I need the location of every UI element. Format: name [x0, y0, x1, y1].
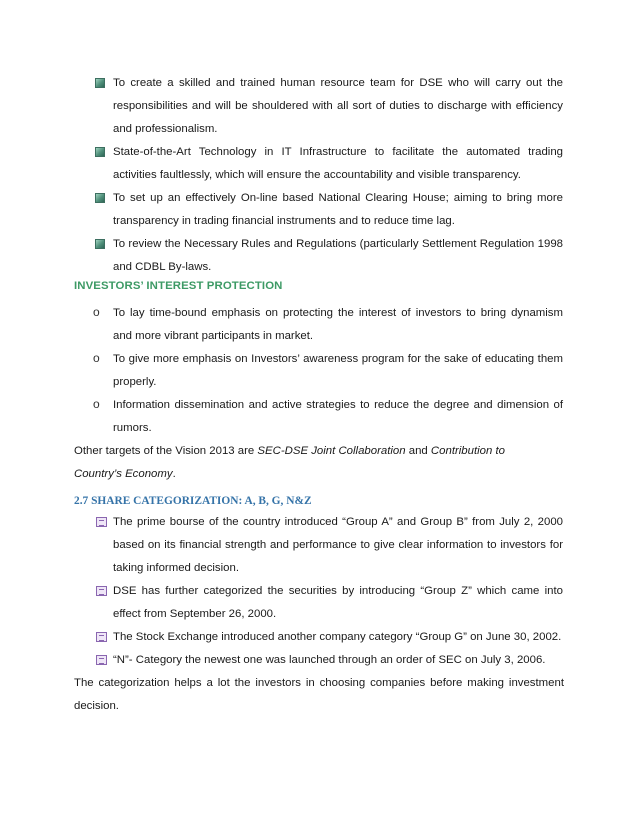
vision-paragraph: [74, 440, 514, 486]
investor-item: To give more emphasis on Investors’ awareness program for the sake of educating them properly.: [113, 353, 563, 388]
purple-list-bullet-icon: [96, 632, 107, 642]
goal-item: To set up an effectively On-line based National Clearing House; aiming to bring more transparency in trading financial instruments and to reduce time lag.: [113, 192, 563, 227]
section-heading-share-categorization: 2.7 SHARE CATEGORIZATION: A, B, G, N&Z: [74, 495, 312, 507]
goal-item: To review the Necessary Rules and Regulations (particularly Settlement Regulation 1998 and CDBL By-laws.: [113, 238, 563, 273]
investor-item: Information dissemination and active strategies to reduce the degree and dimension of rumors.: [113, 399, 563, 434]
purple-list-bullet-icon: [96, 517, 107, 527]
share-item: DSE has further categorized the securities by introducing “Group Z” which came into effect from September 26, 2000.: [113, 585, 563, 620]
investor-item: To lay time-bound emphasis on protecting the interest of investors to bring dynamism and more vibrant participants in market.: [113, 307, 563, 342]
purple-list-bullet-icon: [96, 655, 107, 665]
circle-bullet-icon: o: [93, 305, 100, 319]
vision-italic-contribution: Contribution to Country’s Economy: [74, 445, 506, 480]
vision-italic-collaboration: SEC-DSE Joint Collaboration: [257, 445, 406, 457]
vision-prefix: Other targets of the Vision 2013 are: [74, 445, 258, 457]
closing-paragraph: The categorization helps a lot the investors in choosing companies before making investment decision.: [74, 677, 564, 712]
goal-item: To create a skilled and trained human resource team for DSE who will carry out the responsibilities and will be shouldered with all sort of duties to discharge with efficiency and professionalism.: [113, 77, 563, 135]
green-square-bullet-icon: [95, 193, 105, 203]
green-square-bullet-icon: [95, 147, 105, 157]
share-item: “N”- Category the newest one was launched through an order of SEC on July 3, 2006.: [113, 654, 546, 666]
circle-bullet-icon: o: [93, 397, 100, 411]
green-square-bullet-icon: [95, 78, 105, 88]
purple-list-bullet-icon: [96, 586, 107, 596]
goal-item: State-of-the-Art Technology in IT Infrastructure to facilitate the automated trading activities faultlessly, which will ensure the accountability and visible transparency.: [113, 146, 563, 181]
circle-bullet-icon: o: [93, 351, 100, 365]
green-square-bullet-icon: [95, 239, 105, 249]
share-item: The Stock Exchange introduced another company category “Group G” on June 30, 2002.: [113, 631, 562, 643]
vision-middle: and: [405, 445, 431, 457]
share-item: The prime bourse of the country introduced “Group A” and Group B” from July 2, 2000 based on its financial strength and performance to give clear information to investors for taking informed decision.: [113, 516, 563, 574]
section-heading-investors: INVESTORS’ INTEREST PROTECTION: [74, 280, 283, 292]
vision-suffix: .: [172, 468, 176, 480]
